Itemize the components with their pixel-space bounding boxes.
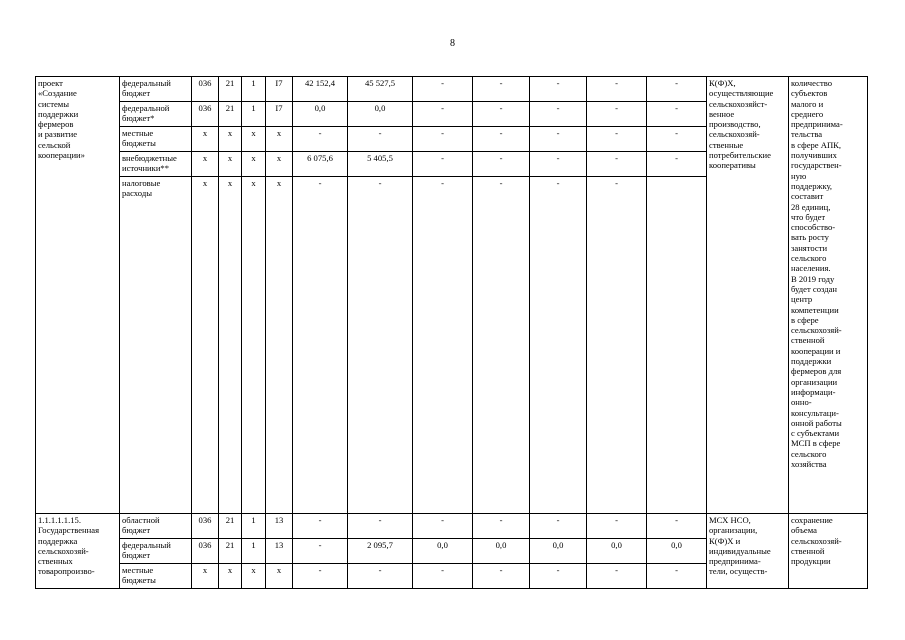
value-cell: 6 075,6: [293, 152, 348, 177]
value-cell: -: [473, 102, 530, 127]
table-row: [36, 77, 868, 102]
project-executor-cell: К(Ф)Х, осуществляющие сельскохозяйст- венное производство, сельскохозяй- ственные потребительские кооперативы: [707, 77, 789, 514]
funding-source-cell: налоговые расходы: [120, 177, 192, 514]
funding-source-cell: внебюджетные источники**: [120, 152, 192, 177]
funding-source-cell: федеральной бюджет*: [120, 102, 192, 127]
funding-source-cell: федеральный бюджет: [120, 77, 192, 102]
value-cell: -: [530, 564, 587, 589]
funding-source-cell: федеральный бюджет: [120, 539, 192, 564]
measure-result-cell: сохранение объема сельскохозяй- ственной продукции: [789, 514, 868, 589]
value-cell: -: [530, 177, 587, 514]
value-cell: -: [530, 152, 587, 177]
value-cell: 13: [266, 539, 293, 564]
value-cell: x: [219, 177, 242, 514]
measure-name-cell: 1.1.1.1.1.15. Государственная поддержка сельскохозяй- ственных товаропроизво-: [36, 514, 120, 589]
value-cell: x: [219, 127, 242, 152]
value-cell: -: [530, 514, 587, 539]
value-cell: -: [473, 77, 530, 102]
value-cell: 1: [242, 77, 266, 102]
funding-source-cell: местные бюджеты: [120, 564, 192, 589]
value-cell: -: [348, 564, 413, 589]
value-cell: -: [530, 127, 587, 152]
value-cell: -: [647, 514, 707, 539]
value-cell: x: [192, 564, 219, 589]
value-cell: 0,0: [587, 539, 647, 564]
value-cell: 21: [219, 102, 242, 127]
value-cell: 21: [219, 77, 242, 102]
value-cell: -: [530, 102, 587, 127]
value-cell: x: [219, 564, 242, 589]
value-cell: -: [473, 127, 530, 152]
funding-source-cell: областной бюджет: [120, 514, 192, 539]
value-cell: x: [192, 152, 219, 177]
value-cell: 21: [219, 514, 242, 539]
value-cell: 0,0: [293, 102, 348, 127]
value-cell: I7: [266, 77, 293, 102]
value-cell: -: [413, 564, 473, 589]
project-name-cell: проект «Создание системы поддержки фермеров и развитие сельской кооперации»: [36, 77, 120, 514]
value-cell: x: [266, 564, 293, 589]
funding-source-cell: местные бюджеты: [120, 127, 192, 152]
value-cell: x: [192, 127, 219, 152]
value-cell: 2 095,7: [348, 539, 413, 564]
budget-table: [35, 76, 868, 589]
value-cell: x: [266, 127, 293, 152]
value-cell: 0,0: [647, 539, 707, 564]
value-cell: -: [293, 514, 348, 539]
value-cell: x: [219, 152, 242, 177]
value-cell: -: [587, 77, 647, 102]
value-cell: 036: [192, 77, 219, 102]
value-cell: 1: [242, 514, 266, 539]
value-cell: 0,0: [348, 102, 413, 127]
value-cell: -: [473, 177, 530, 514]
value-cell: -: [647, 564, 707, 589]
value-cell: -: [647, 127, 707, 152]
value-cell: -: [348, 514, 413, 539]
value-cell: -: [647, 102, 707, 127]
value-cell: -: [587, 102, 647, 127]
value-cell: -: [473, 564, 530, 589]
value-cell: 42 152,4: [293, 77, 348, 102]
value-cell: -: [473, 514, 530, 539]
value-cell: -: [647, 152, 707, 177]
table-row: [36, 514, 868, 539]
value-cell: 036: [192, 514, 219, 539]
value-cell: -: [348, 127, 413, 152]
value-cell: I7: [266, 102, 293, 127]
value-cell: [647, 177, 707, 514]
value-cell: -: [293, 127, 348, 152]
value-cell: 0,0: [473, 539, 530, 564]
value-cell: 5 405,5: [348, 152, 413, 177]
value-cell: -: [293, 177, 348, 514]
value-cell: x: [192, 177, 219, 514]
value-cell: x: [242, 177, 266, 514]
value-cell: -: [530, 77, 587, 102]
value-cell: 0,0: [530, 539, 587, 564]
value-cell: -: [413, 514, 473, 539]
value-cell: -: [293, 539, 348, 564]
measure-executor-cell: МСХ НСО, организации, К(Ф)Х и индивидуальные предпринима- тели, осуществ-: [707, 514, 789, 589]
value-cell: -: [413, 152, 473, 177]
project-result-cell: количество субъектов малого и среднего предпринима- тельства в сфере АПК, получивших государствен- ную поддержку, составит 28 единиц, что будет способство- вать росту занятости сельского населения. В 2019 году будет создан центр компетенции в сфере сельскохозяй- ственной кооперации и поддержки фермеров для организации информаци- онно- консультаци- онной работы с субъектами МСП в сфере сельского хозяйства: [789, 77, 868, 514]
value-cell: -: [587, 514, 647, 539]
value-cell: -: [587, 127, 647, 152]
value-cell: x: [266, 177, 293, 514]
value-cell: -: [413, 177, 473, 514]
page-number: 8: [450, 38, 455, 49]
value-cell: -: [587, 564, 647, 589]
value-cell: 0,0: [413, 539, 473, 564]
value-cell: 45 527,5: [348, 77, 413, 102]
value-cell: 13: [266, 514, 293, 539]
value-cell: 1: [242, 539, 266, 564]
value-cell: x: [242, 127, 266, 152]
value-cell: -: [647, 77, 707, 102]
value-cell: 1: [242, 102, 266, 127]
value-cell: -: [587, 177, 647, 514]
value-cell: 036: [192, 539, 219, 564]
value-cell: -: [473, 152, 530, 177]
value-cell: -: [413, 77, 473, 102]
value-cell: x: [266, 152, 293, 177]
value-cell: -: [413, 102, 473, 127]
value-cell: 21: [219, 539, 242, 564]
value-cell: x: [242, 152, 266, 177]
value-cell: -: [293, 564, 348, 589]
value-cell: x: [242, 564, 266, 589]
value-cell: 036: [192, 102, 219, 127]
value-cell: -: [413, 127, 473, 152]
value-cell: -: [348, 177, 413, 514]
value-cell: -: [587, 152, 647, 177]
